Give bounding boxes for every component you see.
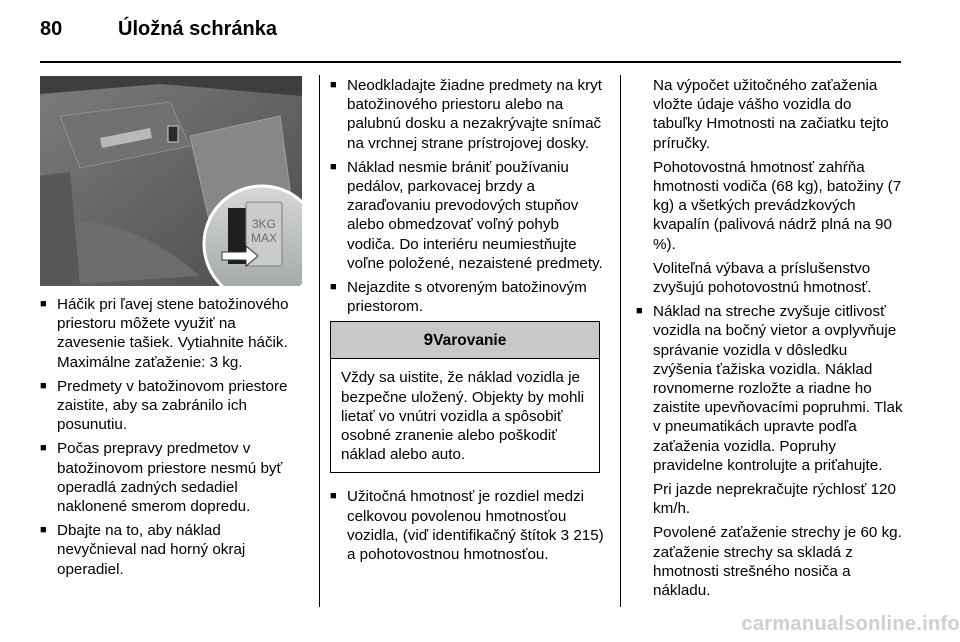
- trunk-hook-illustration: [40, 76, 302, 286]
- warning-text: Vždy sa uistite, že náklad vozidla je bezpečne uložený. Objekty by mohli lietať vo vnútri vozidla a spôsobiť osobné zranenie alebo poškodiť náklad alebo auto.: [341, 369, 585, 464]
- paragraph: Pri jazde neprekračujte rýchlosť 120 km/h.: [653, 481, 896, 518]
- paragraph: Povolené zaťaženie strechy je 60 kg. zaťaženie strechy sa skladá z hmotnosti strešného nosiča a nákladu.: [653, 524, 902, 600]
- bullet-item: ■ Predmety v batožinovom priestore zaistite, aby sa zabránilo ich posunutiu.: [40, 377, 302, 435]
- hook-label-max: MAX: [250, 231, 278, 245]
- bullet-item: ■ Háčik pri ľavej stene batožinového priestoru môžete využiť na zavesenie tašiek. Vytiahnite háčik. Maximálne zaťaženie: 3 kg.: [40, 295, 302, 372]
- page-ref-icon: 3: [560, 526, 570, 544]
- warning-header: [331, 322, 599, 359]
- bullet-item-payload: [330, 487, 604, 564]
- bullet-item: ■ Náklad na streche zvyšuje citlivosť vozidla na bočný vietor a ovplyvňuje správanie vozidla v dôsledku zvýšenia ťažiska vozidla. Náklad rovnomerne rozložte a riadne ho zaistite upevňovacími popruhmi. Tlak v pneumatikách upravte podľa zaťaženia vozidla. Popruhy pravidelne kontrolujte a priťahujte.: [636, 302, 904, 475]
- warning-title: Varovanie: [433, 332, 507, 350]
- warning-icon: 9: [423, 330, 434, 350]
- payload-text-end: 215) a pohotovostnou hmotnosťou.: [347, 526, 604, 564]
- bullet-item: ■ Neodkladajte žiadne predmety na kryt batožinového priestoru alebo na palubnú dosku a nezakrývajte snímač na vrchnej strane prístrojovej dosky.: [330, 76, 604, 153]
- payload-text: Užitočná hmotnosť je rozdiel medzi celkovou povolenou hmotnosťou vozidla, (viď identifikačný štítok: [347, 488, 584, 544]
- bullet-item: ■ Náklad nesmie brániť používaniu pedálov, parkovacej brzdy a zaraďovaniu prevodových stupňov alebo obmedzovať voľný pohyb vodiča. Do interiéru neumiestňujte voľne položené, nezaistené predmety.: [330, 158, 604, 273]
- paragraph: Na výpočet užitočného zaťaženia vložte údaje vášho vozidla do tabuľky Hmotnosti na začiatku tejto príručky.: [653, 77, 889, 152]
- column-divider-2: [620, 75, 621, 607]
- column-left: [40, 295, 302, 584]
- trunk-hook-photo: [40, 76, 302, 286]
- paragraph: Voliteľná výbava a príslušenstvo zvyšujú pohotovostnú hmotnosť.: [653, 259, 872, 297]
- column-right: [636, 76, 904, 605]
- page-number: 80: [40, 18, 63, 40]
- column-middle: [330, 76, 604, 569]
- column-divider-1: [319, 75, 320, 607]
- warning-box: [330, 321, 600, 473]
- hook-label-weight: 3KG: [251, 217, 277, 231]
- page-title: Úložná schránka: [118, 18, 277, 40]
- bullet-item: ■ Počas prepravy predmetov v batožinovom priestore nesmú byť operadlá zadných sedadiel naklonené smerom dopredu.: [40, 439, 302, 516]
- watermark: carmanualsonline.info: [741, 613, 960, 635]
- paragraph: Pohotovostná hmotnosť zahŕňa hmotnosti vodiča (68 kg), batožiny (7 kg) a všetkých prevádzkových kvapalín (palivová nádrž plná na 90 %).: [653, 158, 902, 253]
- bullet-item: ■ Dbajte na to, aby náklad nevyčnieval nad horný okraj operadiel.: [40, 521, 302, 579]
- header-rule: [40, 61, 901, 63]
- bullet-item: ■ Nejazdite s otvoreným batožinovým priestorom.: [330, 278, 604, 316]
